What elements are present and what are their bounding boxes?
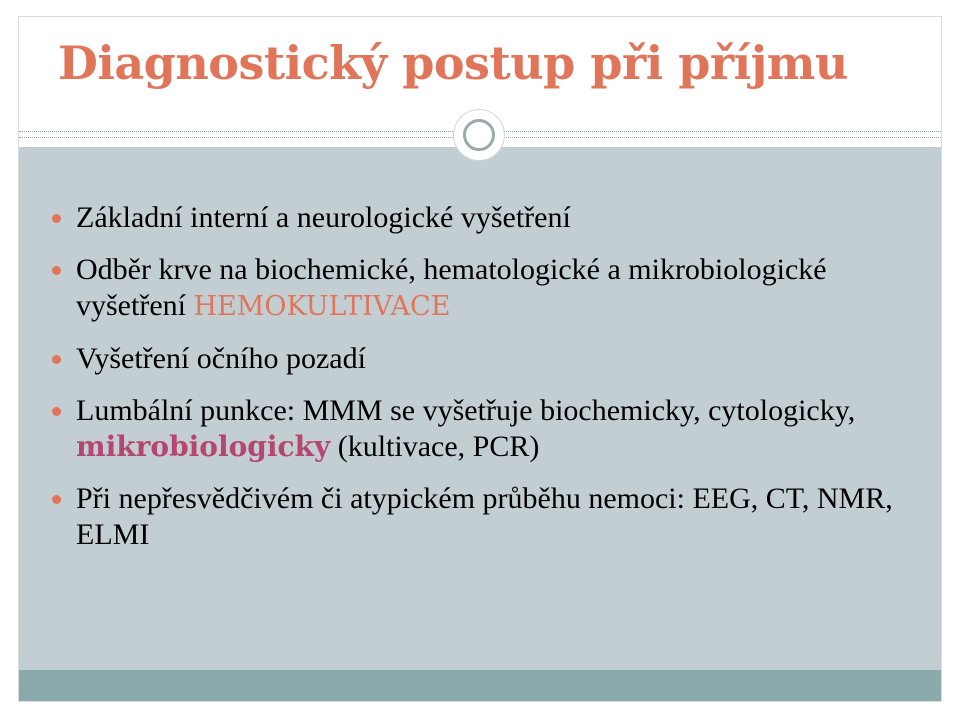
list-item [48,252,928,325]
bullet-text: Vyšetření očního pozadí [76,342,366,375]
bullet-text: Při nepřesvědčivém či atypickém průběhu nemoci: EEG, CT, NMR, ELMI [76,482,893,551]
ring-icon [463,119,495,151]
slide-title: Diagnostický postup při příjmu [58,36,848,90]
bullet-dot-icon [52,407,61,416]
list-item [48,341,928,377]
bullet-dot-icon [52,355,61,364]
bullet-text: Lumbální punkce: MMM se vyšetřuje biochemicky, cytologicky, [76,394,856,427]
bullet-dot-icon [52,266,61,275]
highlight-mikrobiologicky: mikrobiologicky [76,430,331,463]
bullet-text-after: (kultivace, PCR) [330,430,540,463]
bullet-text: Odběr krve na biochemické, hematologické a mikrobiologické vyšetření [76,253,827,322]
list-item [48,200,928,236]
bullet-list [48,200,928,569]
bullet-text: Základní interní a neurologické vyšetření [76,201,571,234]
bullet-dot-icon [52,214,61,223]
bullet-dot-icon [52,495,61,504]
list-item [48,393,928,465]
highlight-hemokultivace: HEMOKULTIVACE [193,291,451,322]
list-item [48,481,928,553]
circle-ornament-icon [454,110,504,160]
footer-bar [19,670,941,701]
